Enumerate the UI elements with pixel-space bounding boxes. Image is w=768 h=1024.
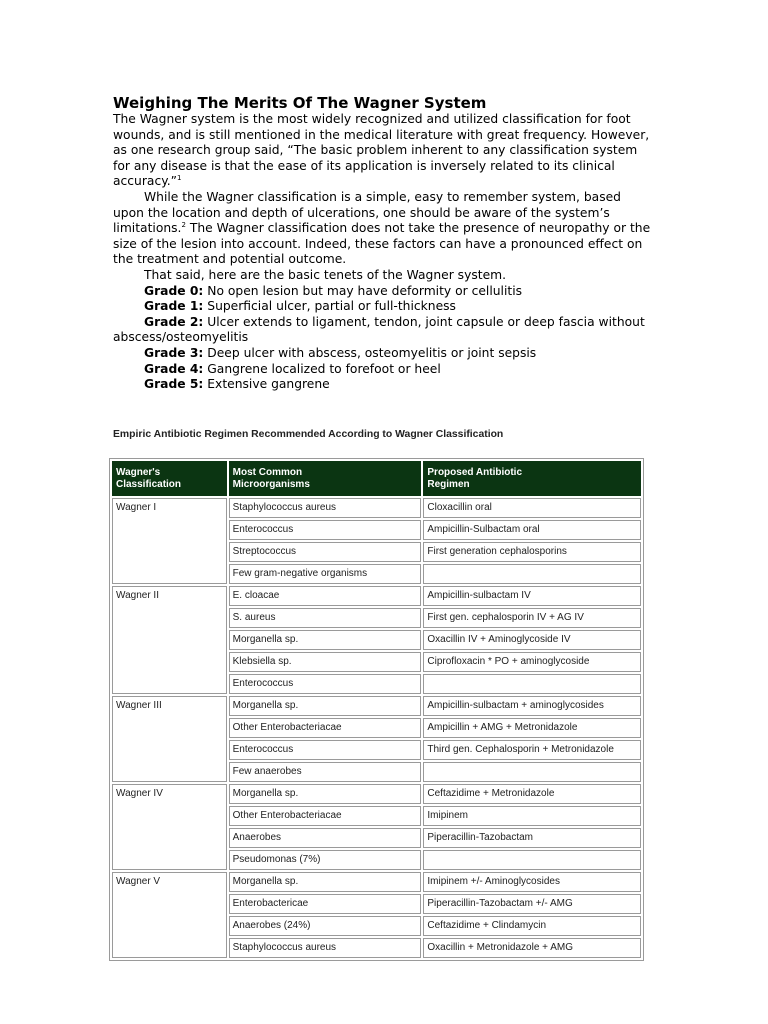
grade-description: Gangrene localized to forefoot or heel: [203, 361, 441, 376]
grade-item: [113, 284, 653, 300]
microorganism-cell: Enterobactericae: [229, 894, 422, 914]
grade-item: [113, 377, 653, 393]
regimen-cell: First generation cephalosporins: [423, 542, 641, 562]
header-classification: Wagner's Classification: [112, 461, 227, 496]
regimen-cell: Ceftazidime + Clindamycin: [423, 916, 641, 936]
regimen-cell: Third gen. Cephalosporin + Metronidazole: [423, 740, 641, 760]
regimen-cell: Ceftazidime + Metronidazole: [423, 784, 641, 804]
regimen-cell: First gen. cephalosporin IV + AG IV: [423, 608, 641, 628]
table-row: [112, 872, 641, 892]
regimen-cell: [423, 564, 641, 584]
microorganism-cell: Enterococcus: [229, 740, 422, 760]
grade-item: [113, 315, 653, 346]
classification-cell: Wagner III: [112, 696, 227, 782]
microorganism-cell: Morganella sp.: [229, 630, 422, 650]
grade-description: Deep ulcer with abscess, osteomyelitis or joint sepsis: [203, 345, 537, 360]
classification-cell: Wagner I: [112, 498, 227, 584]
regimen-cell: Oxacillin IV + Aminoglycoside IV: [423, 630, 641, 650]
header-regimen: Proposed Antibiotic Regimen: [423, 461, 641, 496]
microorganism-cell: Streptococcus: [229, 542, 422, 562]
table-row: [112, 696, 641, 716]
table-body: [112, 498, 641, 958]
grade-item: [113, 362, 653, 378]
grade-item: [113, 346, 653, 362]
grade-label: Grade 3:: [144, 345, 204, 360]
header-microorganisms: Most Common Microorganisms: [229, 461, 422, 496]
microorganism-cell: Anaerobes (24%): [229, 916, 422, 936]
grade-description: Extensive gangrene: [203, 377, 330, 392]
microorganism-cell: Other Enterobacteriacae: [229, 806, 422, 826]
table-header-row: [112, 461, 641, 496]
regimen-cell: Ampicillin + AMG + Metronidazole: [423, 718, 641, 738]
grade-label: Grade 2:: [144, 314, 204, 329]
grade-label: Grade 0:: [144, 283, 204, 298]
table-row: [112, 498, 641, 518]
regimen-cell: Ciprofloxacin * PO + aminoglycoside: [423, 652, 641, 672]
classification-cell: Wagner IV: [112, 784, 227, 870]
microorganism-cell: Morganella sp.: [229, 784, 422, 804]
paragraph-2-text-b: The Wagner classification does not take the presence of neuropathy or the size of the lesion into account. Indeed, these factors can have a pronounced effect on the treatment and potential outcome.: [113, 221, 651, 267]
paragraph-1-text: The Wagner system is the most widely recognized and utilized classification for foot wounds, and is still mentioned in the medical literature with great frequency. However, as one research group said, “The basic problem inherent to any classification system for any disease is that the ease of its application is inversely related to its clinical accuracy.”: [113, 112, 650, 189]
grade-description: No open lesion but may have deformity or cellulitis: [203, 283, 523, 298]
article: [113, 94, 653, 393]
microorganism-cell: Few gram-negative organisms: [229, 564, 422, 584]
classification-cell: Wagner II: [112, 586, 227, 694]
regimen-cell: Ampicillin-sulbactam + aminoglycosides: [423, 696, 641, 716]
microorganism-cell: Enterococcus: [229, 520, 422, 540]
microorganism-cell: Other Enterobacteriacae: [229, 718, 422, 738]
table-caption: Empiric Antibiotic Regimen Recommended According to Wagner Classification: [113, 429, 504, 440]
paragraph-3: That said, here are the basic tenets of the Wagner system.: [144, 267, 507, 282]
microorganism-cell: Staphylococcus aureus: [229, 938, 422, 958]
article-title: Weighing The Merits Of The Wagner System: [113, 94, 487, 112]
regimen-cell: [423, 850, 641, 870]
grade-description: Superficial ulcer, partial or full-thickness: [203, 299, 456, 314]
microorganism-cell: Anaerobes: [229, 828, 422, 848]
grade-description: Ulcer extends to ligament, tendon, joint capsule or deep fascia without abscess/osteomyelitis: [113, 314, 645, 345]
microorganism-cell: E. cloacae: [229, 586, 422, 606]
regimen-cell: Ampicillin-Sulbactam oral: [423, 520, 641, 540]
grade-list: [113, 284, 653, 393]
grade-label: Grade 4:: [144, 361, 204, 376]
paragraph-1: [113, 112, 653, 190]
antibiotic-table-container: [109, 458, 644, 961]
reference-2[interactable]: 2: [181, 221, 186, 230]
microorganism-cell: Staphylococcus aureus: [229, 498, 422, 518]
microorganism-cell: Morganella sp.: [229, 696, 422, 716]
regimen-cell: [423, 762, 641, 782]
table-row: [112, 784, 641, 804]
grade-item: [113, 299, 653, 315]
microorganism-cell: Few anaerobes: [229, 762, 422, 782]
regimen-cell: Ampicillin-sulbactam IV: [423, 586, 641, 606]
antibiotic-regimen-table: [109, 458, 644, 961]
microorganism-cell: Enterococcus: [229, 674, 422, 694]
microorganism-cell: S. aureus: [229, 608, 422, 628]
paragraph-2-text-a: While the Wagner classification is a simple, easy to remember system, based upon the location and depth of ulcerations, one should be aware of the system’s limitations.: [113, 189, 621, 236]
microorganism-cell: Morganella sp.: [229, 872, 422, 892]
microorganism-cell: Klebsiella sp.: [229, 652, 422, 672]
regimen-cell: Piperacillin-Tazobactam: [423, 828, 641, 848]
classification-cell: Wagner V: [112, 872, 227, 958]
regimen-cell: Imipinem: [423, 806, 641, 826]
regimen-cell: Piperacillin-Tazobactam +/- AMG: [423, 894, 641, 914]
grade-label: Grade 5:: [144, 377, 204, 392]
paragraph-2: [113, 190, 653, 268]
regimen-cell: Imipinem +/- Aminoglycosides: [423, 872, 641, 892]
reference-1[interactable]: 1: [177, 174, 182, 183]
microorganism-cell: Pseudomonas (7%): [229, 850, 422, 870]
regimen-cell: [423, 674, 641, 694]
table-row: [112, 586, 641, 606]
grade-label: Grade 1:: [144, 299, 204, 314]
regimen-cell: Cloxacillin oral: [423, 498, 641, 518]
regimen-cell: Oxacillin + Metronidazole + AMG: [423, 938, 641, 958]
